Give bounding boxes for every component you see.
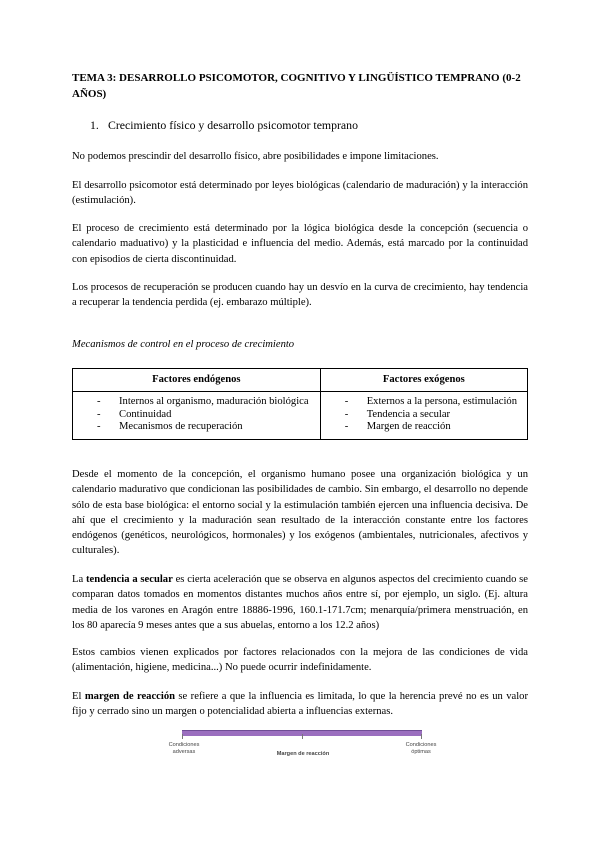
label-optimal-conditions: Condiciones óptimas [405, 742, 437, 755]
list-item: - Externos a la persona, estimulación [344, 396, 518, 407]
list-item: - Continuidad [97, 408, 172, 420]
table-caption: Mecanismos de control en el proceso de crecimiento [72, 339, 295, 350]
paragraph-7: Estos cambios vienen explicados por factores relacionados con la mejora de las condiciones de vida (alimentación, higiene, medicina...) No puede ocurrir indefinidamente. [72, 647, 528, 674]
section-heading-text: Crecimiento físico y desarrollo psicomotor temprano [108, 118, 358, 132]
section-number: 1. [90, 118, 99, 132]
header-endogenous: Factores endógenos [73, 369, 321, 392]
term-tendencia-secular: tendencia a secular [85, 574, 173, 585]
paragraph-5: Desde el momento de la concepción, el organismo humano posee una organización biológica y un calendario madurativo que condicionan las posibilidades de cambio. Sin embargo, el desarrollo no depende sólo de esta base biológica: el entorno social y la estimulación también ejercen una influencia decisiva. De ahí que el crecimiento y la maduración sean resultado de la interacción constante entre los factores endógenos (genéticos, neurológicos, hormonales) y los exógenos (ambientales, nutricionales, afectivos y culturales). [72, 469, 528, 557]
list-item: - Margen de reacción [344, 421, 451, 432]
paragraph-3: El proceso de crecimiento está determinado por la lógica biológica desde la concepción (secuencia o calendario maduativo) y la plasticidad e influencia del medio. Además, está marcado por la continuidad con episodios de cierta discontinuidad. [72, 223, 528, 265]
list-item: - Internos al organismo, maduración biológica [97, 396, 309, 407]
paragraph-1: No podemos prescindir del desarrollo físico, abre posibilidades e impone limitaciones. [72, 151, 439, 162]
reaction-margin-diagram [168, 726, 438, 766]
list-item: - Mecanismos de recuperación [97, 421, 243, 432]
list-item: - Tendencia a secular [344, 408, 451, 420]
document-title: TEMA 3: DESARROLLO PSICOMOTOR, COGNITIVO Y LINGÜÍSTICO TEMPRANO (0-2 AÑOS) [72, 72, 521, 100]
factors-table [72, 368, 528, 440]
term-margen-reaccion: margen de reacción [84, 691, 176, 702]
tick-left [182, 734, 183, 739]
paragraph-6: La tendencia a secular es cierta aceleración que se observa en algunos aspectos del crecimiento cuando se comparan datos tomados en momentos distantes muchos años entre sí, por ejemplo, un siglo. (Ej. altura media de los varones en Aragón entre 18886-1996, 160.1-171.7cm; menarquía/primera menstruación, en los 80 aparecía 9 meses antes que a sus abuelas, entorno a los 12.2 años) [72, 574, 529, 631]
label-reaction-margin: Margen de reacción [276, 751, 330, 757]
exogenous-cell [320, 392, 527, 440]
endogenous-cell [73, 392, 321, 440]
section-heading [90, 117, 358, 133]
paragraph-4: Los procesos de recuperación se producen cuando hay un desvío en la curva de crecimiento, hay tendencia a recuperar la tendencia perdida (ej. embarazo múltiple). [72, 282, 528, 309]
paragraph-8: El margen de reacción se refiere a que la influencia es limitada, lo que la herencia prevé no es un valor fijo y cerrado sino un margen o potencialidad abierta a influencias externas. [72, 691, 528, 718]
label-adverse-conditions: Condiciones adversas [168, 742, 200, 755]
tick-right [421, 734, 422, 739]
paragraph-2: El desarrollo psicomotor está determinado por leyes biológicas (calendario de maduración) y la interacción (estimulación). [72, 180, 528, 207]
header-exogenous: Factores exógenos [320, 369, 527, 392]
tick-center [302, 734, 303, 739]
